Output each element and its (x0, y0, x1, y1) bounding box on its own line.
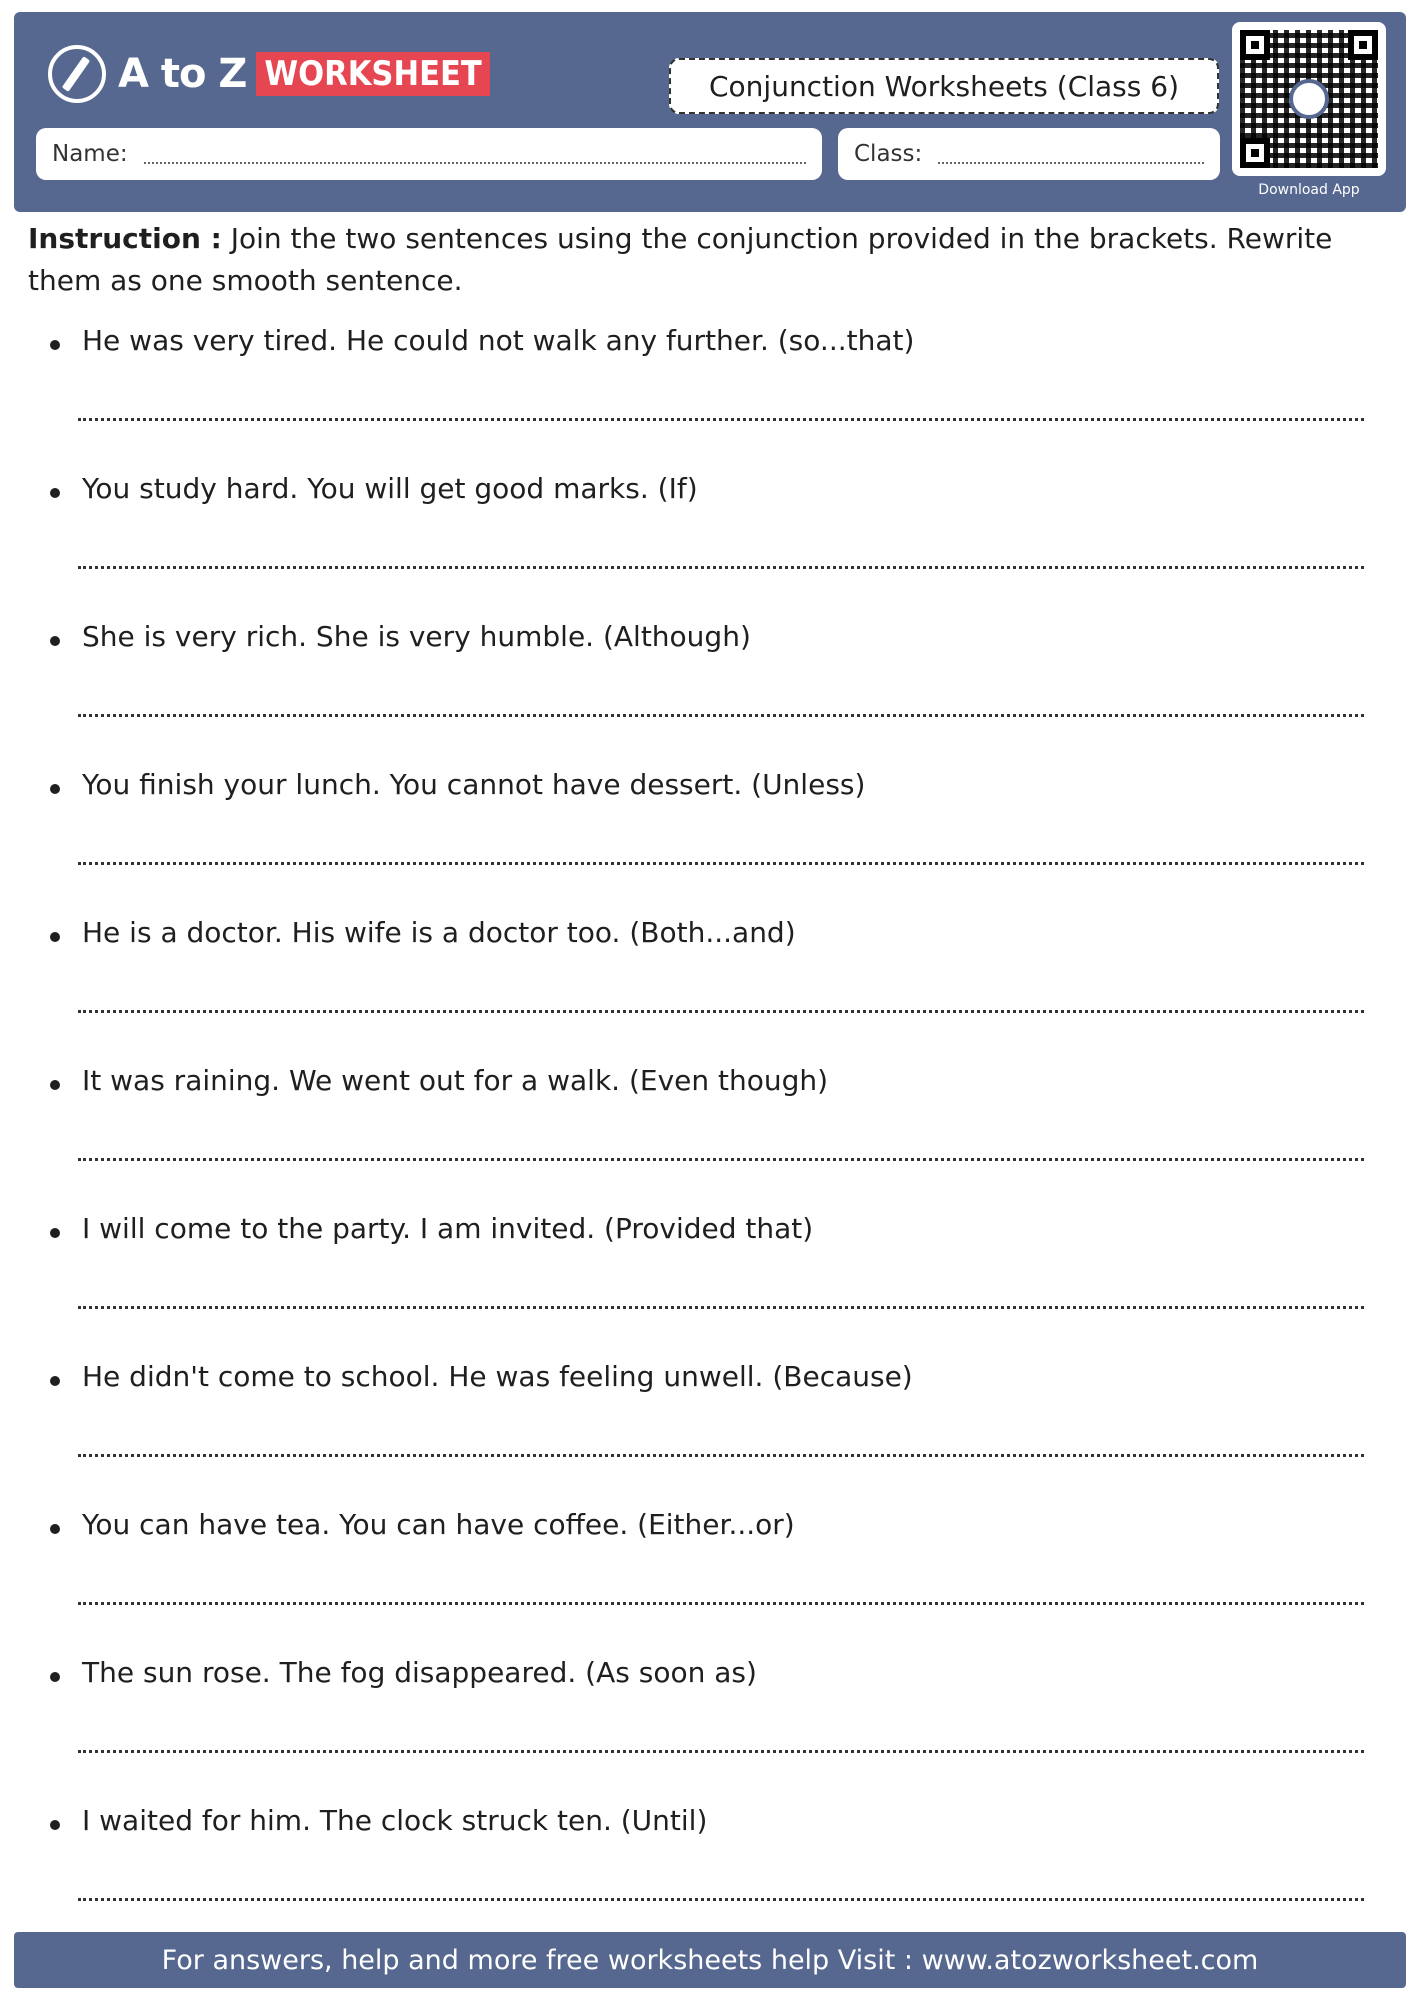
question-text: I will come to the party. I am invited. (Provided that) (82, 1212, 814, 1245)
question-text: I waited for him. The clock struck ten. (Until) (82, 1804, 708, 1837)
question-item (44, 1650, 1364, 1798)
bullet-icon (50, 1080, 60, 1090)
bullet-icon (50, 784, 60, 794)
bullet-icon (50, 932, 60, 942)
name-label: Name: (52, 141, 128, 167)
answer-line[interactable] (78, 714, 1364, 717)
answer-line[interactable] (78, 418, 1364, 421)
question-list (44, 318, 1364, 1946)
question-item (44, 318, 1364, 466)
question-item (44, 1058, 1364, 1206)
qr-logo-icon (1289, 79, 1329, 119)
question-item (44, 1502, 1364, 1650)
bullet-icon (50, 1228, 60, 1238)
class-write-line[interactable] (938, 162, 1204, 164)
question-text: You study hard. You will get good marks. (If) (82, 472, 698, 505)
worksheet-title-text: Conjunction Worksheets (Class 6) (708, 69, 1179, 103)
question-item (44, 466, 1364, 614)
bullet-icon (50, 1376, 60, 1386)
answer-line[interactable] (78, 862, 1364, 865)
logo-text: A to Z (118, 51, 247, 97)
question-text: You can have tea. You can have coffee. (Either...or) (82, 1508, 795, 1541)
pen-logo-icon (48, 45, 106, 103)
answer-line[interactable] (78, 1306, 1364, 1309)
question-item (44, 910, 1364, 1058)
qr-code-pattern (1240, 30, 1378, 168)
answer-line[interactable] (78, 1602, 1364, 1605)
footer-text: For answers, help and more free worksheets help Visit : www.atozworksheet.com (161, 1944, 1259, 1976)
question-text: It was raining. We went out for a walk. (Even though) (82, 1064, 829, 1097)
answer-line[interactable] (78, 1454, 1364, 1457)
answer-line[interactable] (78, 1010, 1364, 1013)
logo-accent-text: WORKSHEET (256, 52, 489, 96)
site-logo[interactable] (48, 42, 490, 106)
question-item (44, 1354, 1364, 1502)
name-field[interactable] (36, 128, 822, 180)
instruction (28, 218, 1378, 302)
question-text: He was very tired. He could not walk any further. (so...that) (82, 324, 915, 357)
bullet-icon (50, 1820, 60, 1830)
bullet-icon (50, 1672, 60, 1682)
bullet-icon (50, 1524, 60, 1534)
question-text: He didn't come to school. He was feeling unwell. (Because) (82, 1360, 913, 1393)
bullet-icon (50, 636, 60, 646)
question-text: The sun rose. The fog disappeared. (As soon as) (82, 1656, 757, 1689)
qr-code[interactable] (1232, 22, 1386, 176)
answer-line[interactable] (78, 1158, 1364, 1161)
instruction-label: Instruction : (28, 222, 222, 255)
answer-line[interactable] (78, 566, 1364, 569)
class-label: Class: (854, 141, 923, 167)
qr-finder-top-right (1348, 30, 1378, 60)
question-text: She is very rich. She is very humble. (Although) (82, 620, 751, 653)
question-text: He is a doctor. His wife is a doctor too. (Both...and) (82, 916, 796, 949)
answer-line[interactable] (78, 1898, 1364, 1901)
qr-finder-bottom-left (1240, 138, 1270, 168)
instruction-text: Join the two sentences using the conjunction provided in the brackets. Rewrite them as one smooth sentence. (28, 222, 1333, 297)
worksheet-title (669, 58, 1219, 114)
question-text: You finish your lunch. You cannot have dessert. (Unless) (82, 768, 866, 801)
question-item (44, 614, 1364, 762)
question-item (44, 1798, 1364, 1946)
question-item (44, 762, 1364, 910)
name-write-line[interactable] (144, 162, 806, 164)
qr-finder-top-left (1240, 30, 1270, 60)
class-field[interactable] (838, 128, 1220, 180)
answer-line[interactable] (78, 1750, 1364, 1753)
question-item (44, 1206, 1364, 1354)
bullet-icon (50, 340, 60, 350)
worksheet-header (14, 12, 1406, 212)
download-app-label[interactable]: Download App (1258, 182, 1360, 198)
footer-banner[interactable] (14, 1932, 1406, 1988)
bullet-icon (50, 488, 60, 498)
